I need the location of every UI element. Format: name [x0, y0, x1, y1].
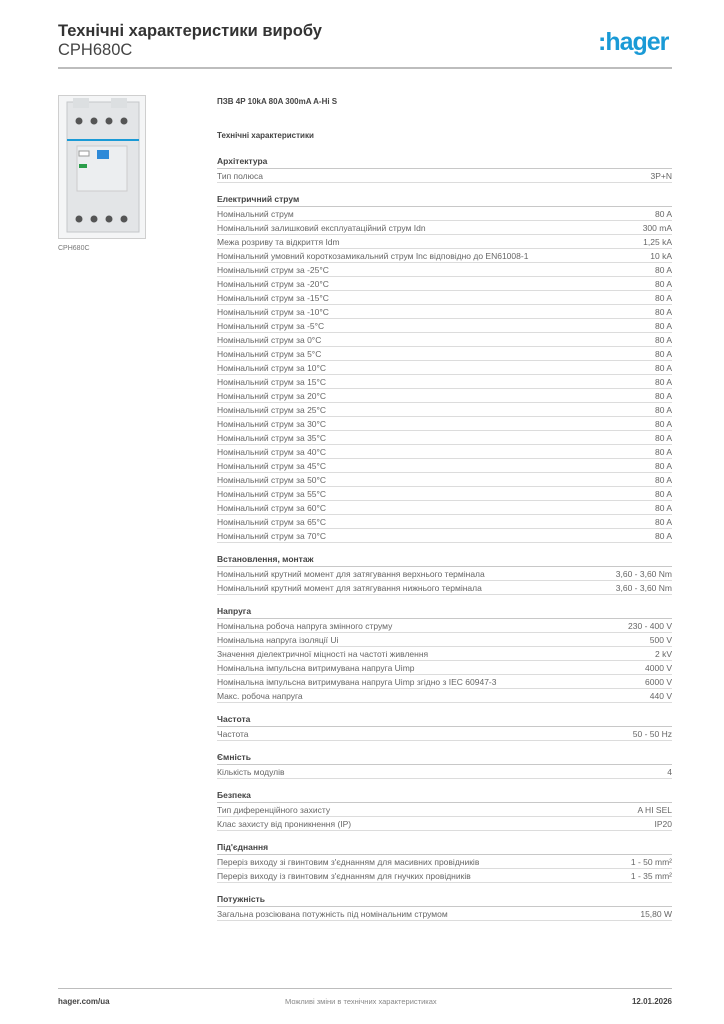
- spec-label: Переріз виходу із гвинтовим з'єднанням для гнучких провідників: [217, 871, 471, 881]
- spec-value: 80 A: [654, 475, 672, 485]
- spec-value: 4000 V: [645, 663, 672, 673]
- spec-label: Номінальний струм за 35°C: [217, 433, 327, 443]
- section-heading: Напруга: [217, 605, 672, 619]
- spec-row: [217, 567, 672, 581]
- spec-label: Номінальний струм за 5°C: [217, 349, 322, 359]
- spec-row: [217, 765, 672, 779]
- spec-row: [217, 249, 672, 263]
- spec-label: Кількість модулів: [217, 767, 285, 777]
- spec-label: Номінальний струм за 0°C: [217, 335, 322, 345]
- product-image: [58, 95, 146, 239]
- spec-section: [217, 193, 672, 543]
- spec-row: [217, 333, 672, 347]
- spec-label: Переріз виходу зі гвинтовим з'єднанням для масивних провідників: [217, 857, 480, 867]
- spec-label: Номінальний струм за -10°C: [217, 307, 329, 317]
- spec-value: 10 kA: [650, 251, 672, 261]
- spec-row: [217, 487, 672, 501]
- spec-value: IP20: [654, 819, 672, 829]
- spec-label: Номінальний струм за -25°C: [217, 265, 329, 275]
- spec-section: [217, 789, 672, 831]
- spec-row: [217, 169, 672, 183]
- spec-value: 80 A: [654, 265, 672, 275]
- section-heading: Встановлення, монтаж: [217, 553, 672, 567]
- spec-label: Номінальний струм за 45°C: [217, 461, 327, 471]
- spec-label: Номінальний струм за 20°C: [217, 391, 327, 401]
- spec-value: 80 A: [654, 363, 672, 373]
- spec-row: [217, 581, 672, 595]
- spec-row: [217, 817, 672, 831]
- spec-label: Номінальний струм за 70°C: [217, 531, 327, 541]
- spec-value: 6000 V: [645, 677, 672, 687]
- spec-value: 1 - 50 mm²: [630, 857, 672, 867]
- hager-logo: :hager: [598, 28, 669, 56]
- section-heading: Потужність: [217, 893, 672, 907]
- spec-row: [217, 869, 672, 883]
- spec-label: Номінальний струм за 55°C: [217, 489, 327, 499]
- spec-value: 80 A: [654, 461, 672, 471]
- spec-value: 80 A: [654, 279, 672, 289]
- spec-row: [217, 727, 672, 741]
- spec-value: 80 A: [654, 405, 672, 415]
- spec-row: [217, 389, 672, 403]
- spec-row: [217, 431, 672, 445]
- footer-disclaimer: Можливі зміни в технічних характеристиках: [285, 997, 437, 1006]
- spec-label: Номінальний струм за 60°C: [217, 503, 327, 513]
- spec-row: [217, 501, 672, 515]
- spec-label: Номінальний крутний момент для затягування нижнього термінала: [217, 583, 482, 593]
- footer-date: 12.01.2026: [631, 997, 672, 1006]
- spec-value: 80 A: [654, 517, 672, 527]
- spec-value: 80 A: [654, 419, 672, 429]
- footer-divider: [58, 988, 672, 989]
- spec-row: [217, 689, 672, 703]
- spec-label: Номінальний крутний момент для затягування верхнього термінала: [217, 569, 485, 579]
- spec-value: 80 A: [654, 377, 672, 387]
- spec-label: Клас захисту від проникнення (IP): [217, 819, 352, 829]
- spec-row: [217, 207, 672, 221]
- header-divider: [58, 67, 672, 69]
- spec-label: Значення діелектричної міцності на частоті живлення: [217, 649, 429, 659]
- spec-row: [217, 235, 672, 249]
- spec-row: [217, 277, 672, 291]
- spec-row: [217, 417, 672, 431]
- spec-row: [217, 529, 672, 543]
- specs-heading: Технічні характеристики: [217, 131, 314, 140]
- spec-row: [217, 347, 672, 361]
- section-heading: Безпека: [217, 789, 672, 803]
- specs-table: [217, 155, 672, 931]
- spec-value: 80 A: [654, 531, 672, 541]
- spec-label: Межа розриву та відкриття Idm: [217, 237, 340, 247]
- spec-section: [217, 155, 672, 183]
- spec-value: 80 A: [654, 293, 672, 303]
- spec-label: Номінальний струм за 15°C: [217, 377, 327, 387]
- spec-row: [217, 221, 672, 235]
- spec-section: [217, 553, 672, 595]
- spec-label: Тип полюса: [217, 171, 263, 181]
- spec-label: Номінальний струм за 25°C: [217, 405, 327, 415]
- spec-value: 80 A: [654, 307, 672, 317]
- spec-value: 15,80 W: [640, 909, 672, 919]
- spec-section: [217, 713, 672, 741]
- spec-row: [217, 305, 672, 319]
- spec-section: [217, 751, 672, 779]
- spec-row: [217, 633, 672, 647]
- spec-row: [217, 515, 672, 529]
- spec-label: Номінальний умовний короткозамикальний струм Inc відповідно до EN61008-1: [217, 251, 529, 261]
- spec-section: [217, 605, 672, 703]
- spec-value: 3P+N: [650, 171, 672, 181]
- spec-label: Номінальний струм: [217, 209, 294, 219]
- spec-value: 80 A: [654, 335, 672, 345]
- spec-row: [217, 291, 672, 305]
- spec-value: 80 A: [654, 209, 672, 219]
- image-caption: CPH680C: [58, 245, 90, 252]
- spec-value: 500 V: [649, 635, 672, 645]
- spec-value: 3,60 - 3,60 Nm: [615, 569, 672, 579]
- spec-label: Частота: [217, 729, 249, 739]
- spec-value: 80 A: [654, 489, 672, 499]
- spec-section: [217, 893, 672, 921]
- spec-value: 300 mA: [642, 223, 672, 233]
- spec-row: [217, 907, 672, 921]
- spec-value: 80 A: [654, 503, 672, 513]
- spec-value: 440 V: [649, 691, 672, 701]
- spec-row: [217, 375, 672, 389]
- spec-row: [217, 263, 672, 277]
- spec-row: [217, 803, 672, 817]
- spec-value: 80 A: [654, 447, 672, 457]
- spec-value: 1 - 35 mm²: [630, 871, 672, 881]
- spec-value: 3,60 - 3,60 Nm: [615, 583, 672, 593]
- product-name: ПЗВ 4P 10kA 80A 300mA A-Hi S: [217, 97, 338, 106]
- spec-row: [217, 445, 672, 459]
- spec-row: [217, 675, 672, 689]
- section-heading: Архітектура: [217, 155, 672, 169]
- footer-website[interactable]: hager.com/ua: [58, 997, 110, 1006]
- spec-label: Номінальний струм за 10°C: [217, 363, 327, 373]
- spec-value: 230 - 400 V: [628, 621, 672, 631]
- spec-value: 80 A: [654, 321, 672, 331]
- section-heading: Електричний струм: [217, 193, 672, 207]
- spec-label: Номінальна імпульсна витримувана напруга Uimp згідно з IEC 60947-3: [217, 677, 497, 687]
- spec-value: A HI SEL: [637, 805, 672, 815]
- spec-label: Номінальна імпульсна витримувана напруга Uimp: [217, 663, 415, 673]
- spec-label: Тип диференційного захисту: [217, 805, 331, 815]
- spec-row: [217, 473, 672, 487]
- page-title: Технічні характеристики виробу: [58, 22, 322, 40]
- spec-row: [217, 647, 672, 661]
- spec-label: Номінальна робоча напруга змінного струму: [217, 621, 393, 631]
- spec-row: [217, 661, 672, 675]
- spec-row: [217, 855, 672, 869]
- spec-value: 50 - 50 Hz: [632, 729, 672, 739]
- spec-value: 80 A: [654, 391, 672, 401]
- spec-label: Номінальний струм за 65°C: [217, 517, 327, 527]
- spec-label: Макс. робоча напруга: [217, 691, 303, 701]
- spec-label: Номінальний струм за 50°C: [217, 475, 327, 485]
- spec-label: Номінальний струм за 30°C: [217, 419, 327, 429]
- section-heading: Ємність: [217, 751, 672, 765]
- spec-row: [217, 619, 672, 633]
- spec-label: Номінальний струм за -20°C: [217, 279, 329, 289]
- spec-label: Номінальний залишковий експлуатаційний струм Idn: [217, 223, 426, 233]
- spec-value: 2 kV: [654, 649, 672, 659]
- product-code: CPH680C: [58, 41, 133, 59]
- spec-label: Номінальний струм за -15°C: [217, 293, 329, 303]
- spec-row: [217, 403, 672, 417]
- spec-value: 80 A: [654, 349, 672, 359]
- section-heading: Частота: [217, 713, 672, 727]
- spec-label: Загальна розсіювана потужність під номінальним струмом: [217, 909, 448, 919]
- spec-section: [217, 841, 672, 883]
- spec-label: Номінальний струм за -5°C: [217, 321, 325, 331]
- spec-label: Номінальний струм за 40°C: [217, 447, 327, 457]
- spec-value: 4: [667, 767, 672, 777]
- spec-value: 80 A: [654, 433, 672, 443]
- spec-value: 1,25 kA: [643, 237, 672, 247]
- spec-row: [217, 361, 672, 375]
- spec-row: [217, 319, 672, 333]
- spec-row: [217, 459, 672, 473]
- spec-label: Номінальна напруга ізоляції Ui: [217, 635, 339, 645]
- section-heading: Під'єднання: [217, 841, 672, 855]
